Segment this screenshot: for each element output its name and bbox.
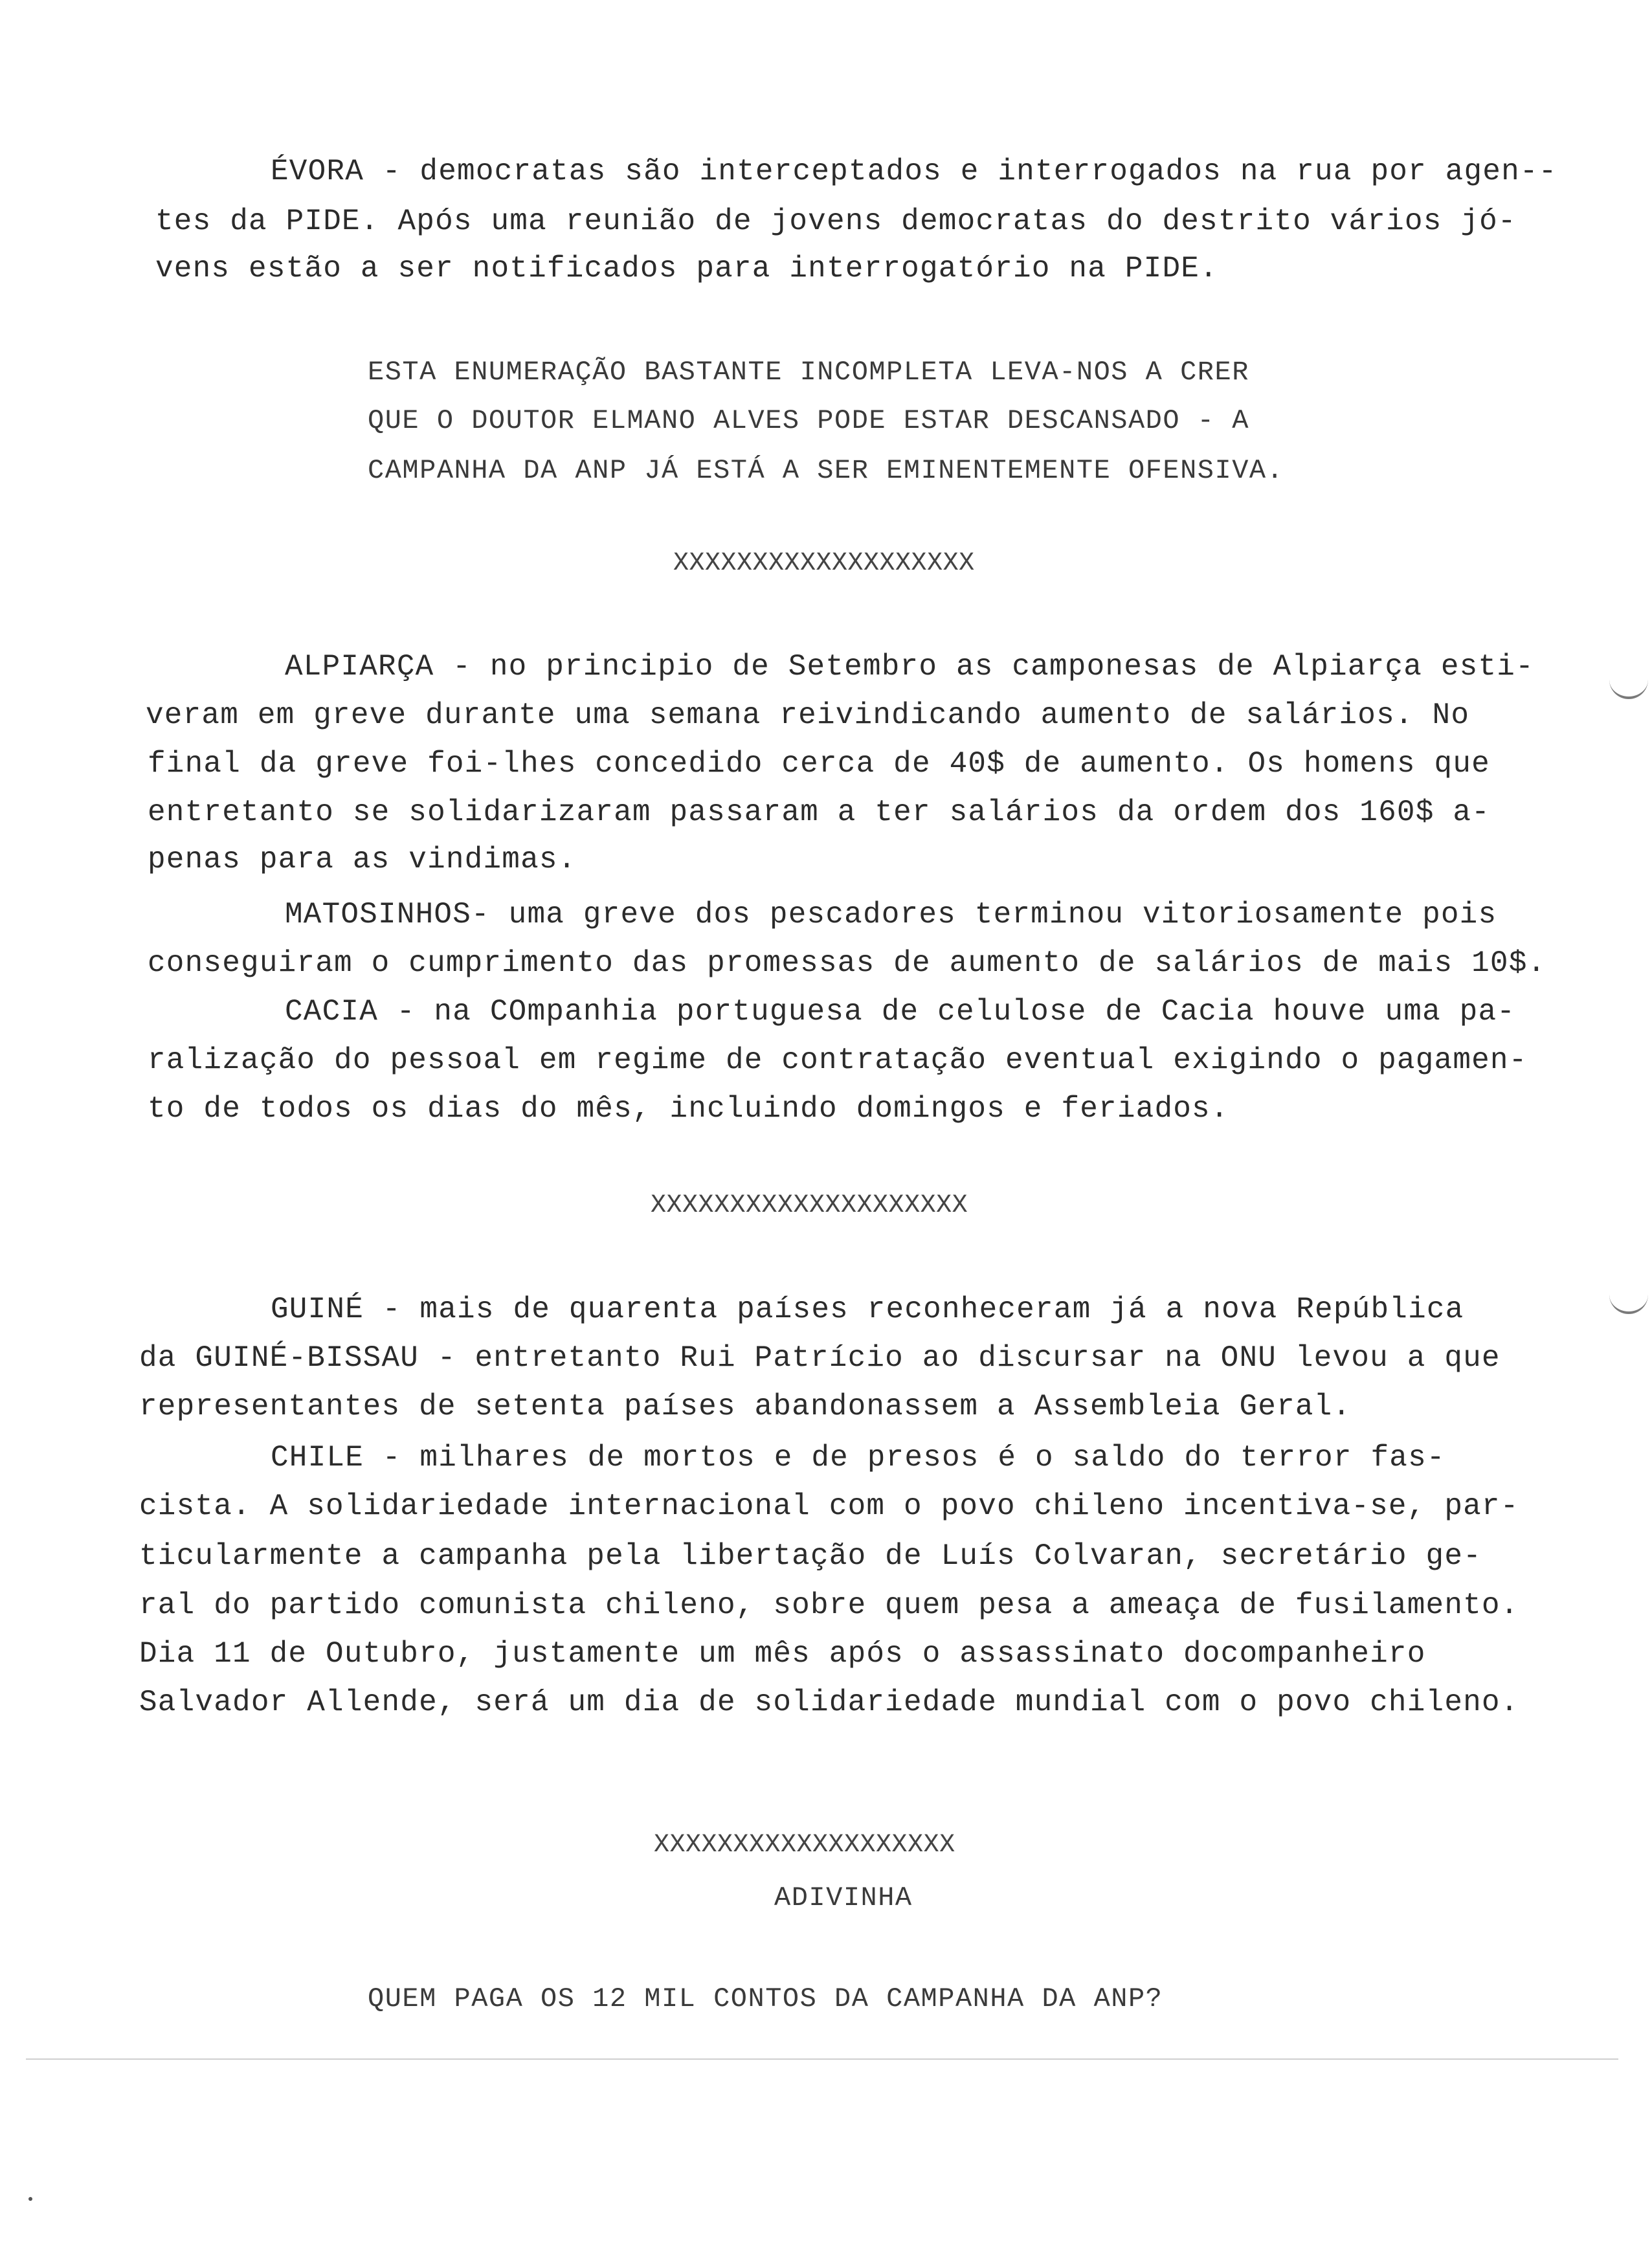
riddle-question: QUEM PAGA OS 12 MIL CONTOS DA CAMPANHA DA ANP?: [368, 1983, 1163, 2014]
punch-hole-mark-lower: [1609, 1288, 1648, 1314]
chile-line-5: Dia 11 de Outubro, justamente um mês após o assassinato docompanheiro: [139, 1637, 1426, 1671]
cacia-line-1: CACIA - na COmpanhia portuguesa de celulose de Cacia houve uma pa-: [285, 995, 1516, 1029]
alpiarca-line-5: penas para as vindimas.: [148, 843, 577, 876]
chile-line-6: Salvador Allende, será um dia de solidariedade mundial com o povo chileno.: [139, 1686, 1519, 1719]
alpiarca-line-4: entretanto se solidarizaram passaram a ter salários da ordem dos 160$ a-: [148, 796, 1490, 829]
conclusion-line-3: CAMPANHA DA ANP JÁ ESTÁ A SER EMINENTEMENTE OFENSIVA.: [368, 455, 1284, 486]
separator-third: XXXXXXXXXXXXXXXXXXX: [654, 1831, 955, 1860]
conclusion-line-1: ESTA ENUMERAÇÃO BASTANTE INCOMPLETA LEVA-NOS A CRER: [368, 357, 1249, 388]
paper-fold-line: [26, 2058, 1618, 2060]
cacia-line-3: to de todos os dias do mês, incluindo domingos e feriados.: [148, 1092, 1229, 1126]
alpiarca-line-1: ALPIARÇA - no principio de Setembro as camponesas de Alpiarça esti-: [285, 650, 1534, 684]
separator-first: XXXXXXXXXXXXXXXXXXX: [673, 549, 975, 578]
cacia-line-2: ralização do pessoal em regime de contratação eventual exigindo o pagamen-: [148, 1043, 1528, 1077]
matosinhos-line-1: MATOSINHOS- uma greve dos pescadores terminou vitoriosamente pois: [285, 898, 1497, 931]
chile-line-2: cista. A solidariedade internacional com o povo chileno incentiva-se, par-: [139, 1489, 1519, 1523]
evora-line-2: tes da PIDE. Após uma reunião de jovens democratas do destrito vários jó-: [155, 205, 1517, 238]
chile-line-4: ral do partido comunista chileno, sobre quem pesa a ameaça de fusilamento.: [139, 1589, 1519, 1622]
matosinhos-line-2: conseguiram o cumprimento das promessas de aumento de salários de mais 10$.: [148, 946, 1546, 980]
alpiarca-line-3: final da greve foi-lhes concedido cerca de 40$ de aumento. Os homens que: [148, 747, 1490, 781]
guine-line-2: da GUINÉ-BISSAU - entretanto Rui Patrício ao discursar na ONU levou a que: [139, 1341, 1501, 1375]
guine-line-1: GUINÉ - mais de quarenta países reconheceram já a nova República: [271, 1293, 1464, 1326]
paper-speck: [28, 2197, 32, 2201]
alpiarca-line-2: veram em greve durante uma semana reivindicando aumento de salários. No: [146, 698, 1470, 732]
punch-hole-mark-upper: [1609, 673, 1648, 699]
riddle-title: ADIVINHA: [774, 1882, 913, 1913]
evora-line-1: ÉVORA - democratas são interceptados e interrogados na rua por agen--: [271, 155, 1557, 188]
chile-line-3: ticularmente a campanha pela libertação de Luís Colvaran, secretário ge-: [139, 1539, 1482, 1573]
evora-line-3: vens estão a ser notificados para interrogatório na PIDE.: [155, 252, 1218, 285]
conclusion-line-2: QUE O DOUTOR ELMANO ALVES PODE ESTAR DESCANSADO - A: [368, 405, 1249, 436]
separator-second: XXXXXXXXXXXXXXXXXXXX: [651, 1191, 968, 1220]
guine-line-3: representantes de setenta países abandonassem a Assembleia Geral.: [139, 1390, 1352, 1423]
chile-line-1: CHILE - milhares de mortos e de presos é o saldo do terror fas-: [271, 1441, 1446, 1475]
